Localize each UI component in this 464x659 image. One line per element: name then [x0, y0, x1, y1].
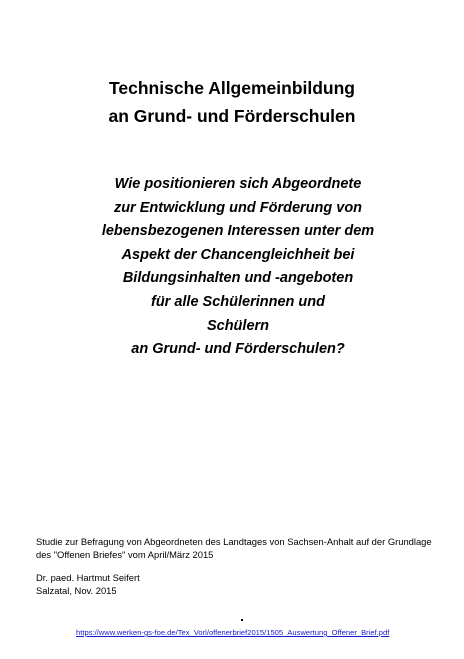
question-line: für alle Schülerinnen und: [150, 293, 326, 310]
title-line-1: Technische Allgemeinbildung: [109, 78, 355, 98]
title-line-2: an Grund- und Förderschulen: [108, 106, 356, 126]
author-name: Dr. paed. Hartmut Seifert: [36, 572, 140, 583]
question-line: lebensbezogenen Interessen unter dem: [101, 223, 375, 240]
question-line: Aspekt der Chancengleichheit bei: [121, 246, 355, 263]
question-line: Wie positionieren sich Abgeordnete: [114, 176, 362, 192]
question-line: an Grund- und Förderschulen?: [131, 341, 345, 358]
question-line: zur Entwicklung und Förderung von: [113, 199, 363, 216]
author-place-date: Salzatal, Nov. 2015: [36, 584, 117, 596]
research-question: [0, 173, 464, 362]
separator-dot: [241, 619, 243, 621]
document-title: [0, 74, 464, 130]
author-block: [36, 572, 140, 597]
source-url-link[interactable]: https://www.werken-gs-foe.de/Tex_Vorl/offenerbrief2015/1505_Auswertung_Offener_Brief.pdf: [76, 628, 390, 637]
study-line-1: Studie zur Befragung von Abgeordneten des Landtages von Sachsen-Anhalt auf der Grundlage: [36, 536, 432, 547]
study-line-2: des "Offenen Briefes" vom April/März 2015: [36, 548, 214, 560]
question-line: Schülern: [206, 317, 270, 334]
study-description: [36, 536, 456, 561]
question-line: Bildungsinhalten und -angeboten: [122, 270, 354, 287]
